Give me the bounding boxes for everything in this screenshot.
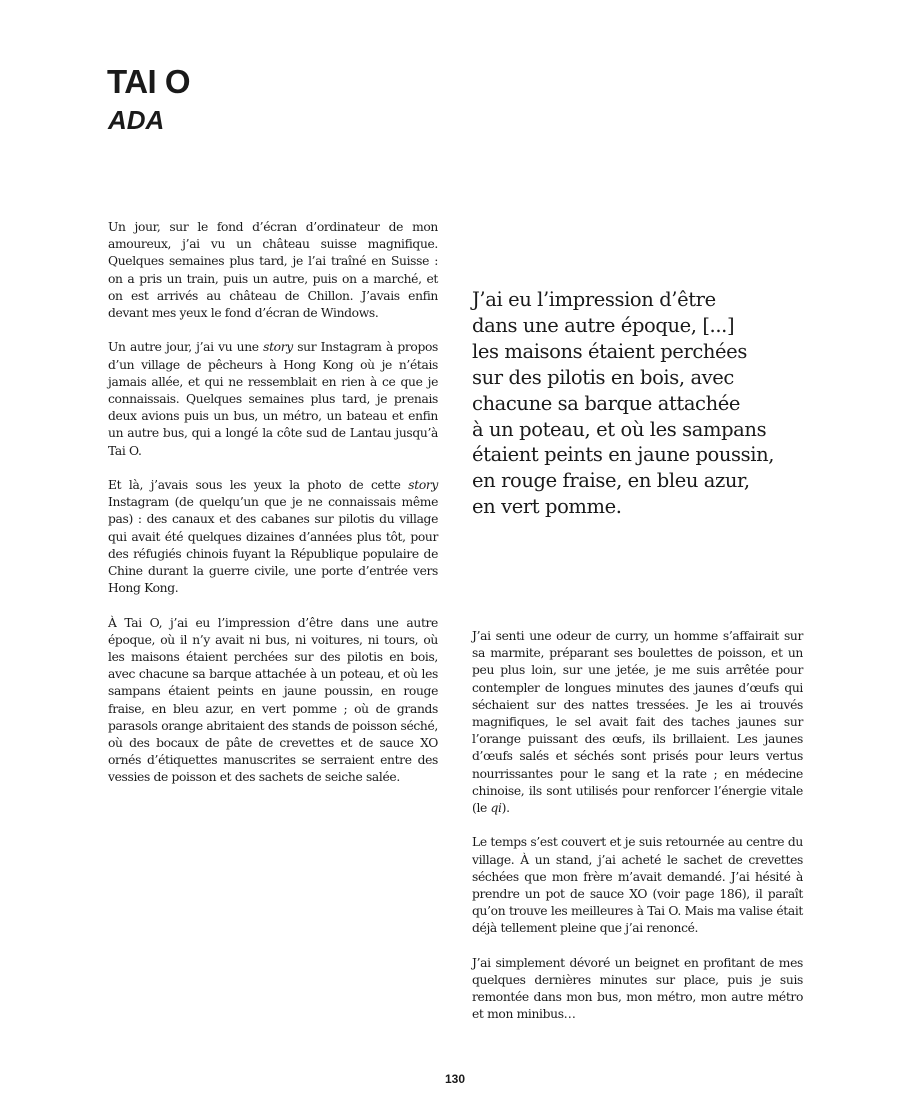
pull-quote-line: à un poteau, et où les sampans	[472, 417, 767, 441]
left-column-text	[108, 219, 438, 804]
pull-quote-line: en vert pomme.	[472, 495, 622, 519]
page-number: 130	[444, 1072, 466, 1086]
author-name: ADA	[108, 105, 165, 135]
pull-quote-line: en rouge fraise, en bleu azur,	[472, 469, 750, 493]
pull-quote	[472, 287, 832, 520]
pull-quote-line: sur des pilotis en bois, avec	[472, 365, 734, 389]
paragraph: Un jour, sur le fond d’écran d’ordinateur de mon amoureux, j’ai vu un château suisse magnifique. Quelques semaines plus tard, je l’ai traîné en Suisse : on a pris un train, puis un autre, puis on a marché, et on est arrivés au château de Chillon. J’avais enfin devant mes yeux le fond d’écran de Windows.	[108, 220, 438, 321]
pull-quote-line: les maisons étaient perchées	[472, 339, 747, 363]
pull-quote-line: J’ai eu l’impression d’être	[472, 288, 716, 311]
paragraph: J’ai senti une odeur de curry, un homme s’affairait sur sa marmite, préparant ses boulettes de poisson, et un peu plus loin, sur une jetée, je me suis arrêtée pour contempler de longues minutes des jaunes d’œufs qui séchaient sur des nattes tressées. Je les ai trouvés magnifiques, le sel avait fait des taches jaunes sur l’orange puissant des œufs, ils brillaient. Les jaunes d’œufs salés et séchés sont prisés pour leurs vertus nourrissantes pour le sang et la rate ; en médecine chinoise, ils sont utilisés pour renforcer l’énergie vitale (le qi).	[472, 629, 803, 816]
paragraph: Un autre jour, j’ai vu une story sur Instagram à propos d’un village de pêcheurs à Hong Kong où je n’étais jamais allée, et qui ne ressemblait en rien à ce que je connaissais. Quelques semaines plus tard, je prenais deux avions puis un bus, un métro, un bateau et enfin un autre bus, qui a longé la côte sud de Lantau jusqu’à Tai O.	[108, 340, 438, 458]
italic-term: story	[408, 478, 438, 493]
pull-quote-line: chacune sa barque attachée	[472, 391, 741, 415]
right-column-text	[472, 628, 803, 1041]
page-title: TAI O	[107, 63, 191, 100]
paragraph: À Tai O, j’ai eu l’impression d’être dans une autre époque, où il n’y avait ni bus, ni voitures, ni tours, où les maisons étaient perchées sur des pilotis en bois, avec chacune sa barque attachée à un poteau, et où les sampans étaient peints en jaune poussin, en rouge fraise, en bleu azur, en vert pomme ; où de grands parasols orange abritaient des stands de poisson séché, où des bocaux de pâte de crevettes et de sauce XO ornés d’étiquettes manuscrites se serraient entre des vessies de poisson et des sachets de seiche salée.	[108, 615, 438, 785]
pull-quote-line: étaient peints en jaune poussin,	[472, 443, 775, 467]
paragraph: Le temps s’est couvert et je suis retournée au centre du village. À un stand, j’ai acheté le sachet de crevettes séchées que mon frère m’avait demandé. J’ai hésité à prendre un pot de sauce XO (voir page 186), il paraît qu’on trouve les meilleures à Tai O. Mais ma valise était déjà tellement pleine que j’ai renoncé.	[472, 835, 803, 936]
italic-term: story	[263, 340, 293, 355]
paragraph: Et là, j’avais sous les yeux la photo de cette story Instagram (de quelqu’un que je ne connaissais même pas) : des canaux et des cabanes sur pilotis du village qui avait été quelques dizaines d’années plus tôt, pour des réfugiés chinois fuyant la République populaire de Chine durant la guerre civile, une porte d’entrée vers Hong Kong.	[108, 478, 438, 596]
italic-term: qi	[490, 801, 502, 816]
pull-quote-line: dans une autre époque, [...]	[472, 313, 735, 337]
paragraph: J’ai simplement dévoré un beignet en profitant de mes quelques dernières minutes sur place, puis je suis remontée dans mon bus, mon métro, mon autre métro et mon minibus…	[472, 955, 803, 1022]
